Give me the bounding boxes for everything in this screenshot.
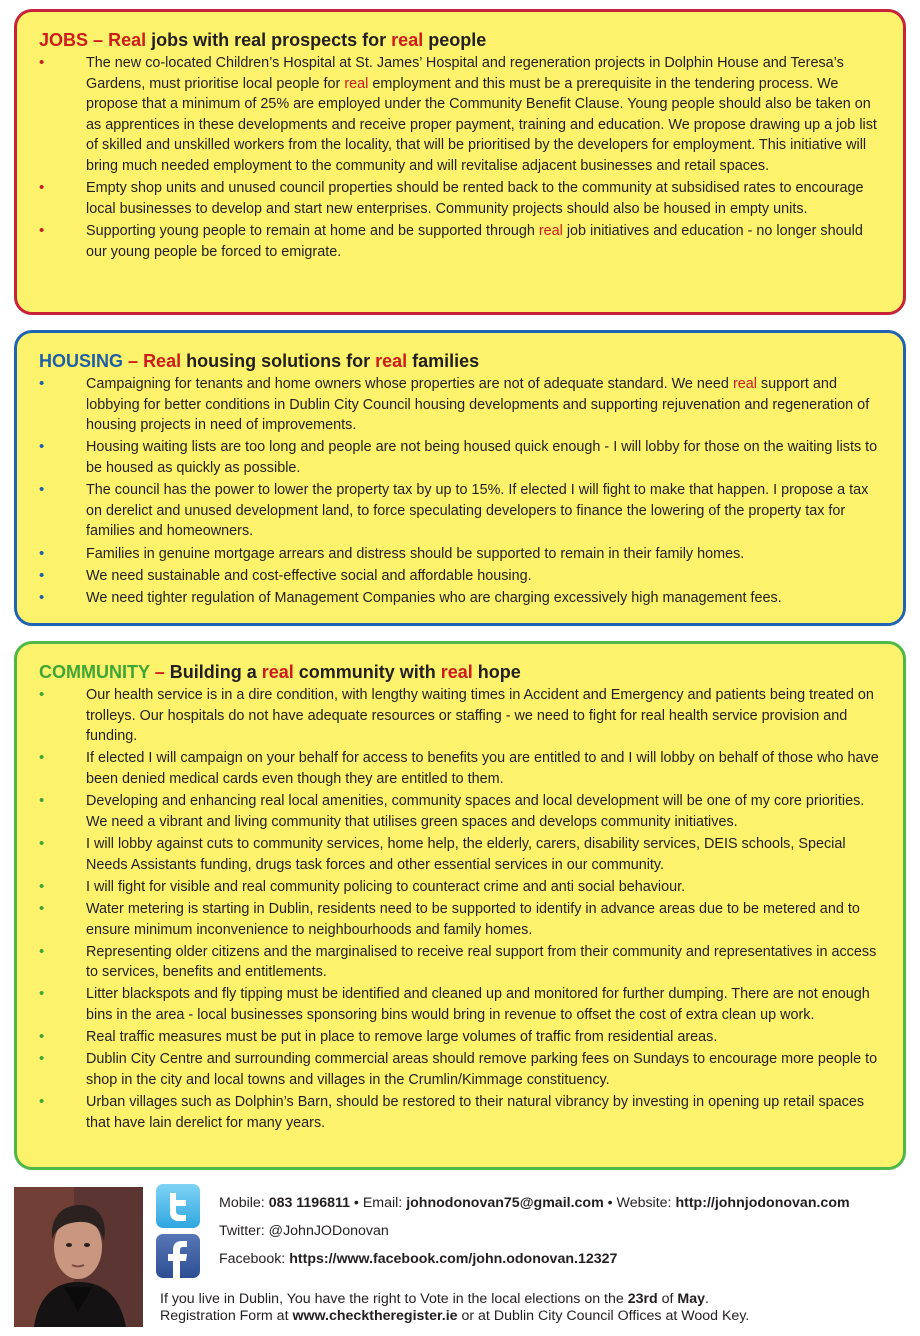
bullet-icon: •	[39, 877, 45, 895]
text-run: Supporting young people to remain at home and be supported through	[86, 222, 539, 239]
jobs-dash: –	[93, 30, 104, 50]
mobile-number[interactable]: 083 1196811	[268, 1195, 350, 1211]
community-list	[39, 685, 881, 1133]
list-item	[39, 566, 881, 587]
twitter-label: Twitter:	[219, 1223, 269, 1239]
text-run: Water metering is starting in Dublin, residents need to be supported to identify in advance areas due to be metered and to ensure minimum inconvenience to neighbourhoods and family homes.	[86, 900, 860, 938]
vote-text: of	[657, 1291, 678, 1307]
text-run: Real traffic measures must be put in place to remove large volumes of traffic from residential areas.	[86, 1029, 718, 1046]
vote-month: May	[677, 1291, 706, 1307]
bullet-icon: •	[39, 686, 45, 703]
bullet-icon: •	[39, 1093, 45, 1111]
text-run: Families in genuine mortgage arrears and distress should be supported to remain in their family homes.	[86, 545, 745, 562]
bullet-icon: •	[39, 1050, 45, 1068]
community-keyword: COMMUNITY	[39, 662, 150, 682]
list-item	[39, 480, 881, 542]
facebook-label: Facebook:	[219, 1251, 290, 1267]
highlight-real: Real	[143, 351, 182, 371]
bullet-icon: •	[39, 792, 45, 810]
list-item	[39, 748, 881, 789]
text-run: jobs with real prospects for	[146, 30, 392, 50]
bullet-icon: •	[39, 566, 45, 584]
highlight-real: real	[344, 75, 369, 92]
list-item	[39, 221, 881, 262]
twitter-handle[interactable]: @JohnJODonovan	[268, 1223, 389, 1239]
text-run: Litter blackspots and fly tipping must be identified and cleaned up and monitored for further dumping. There are not enough bins in the area - local businesses sponsoring bins would bring in revenue to offset the cost of extra clean up work.	[86, 986, 870, 1024]
text-run: Our health service is in a dire condition, with lengthy waiting times in Accident and Emergency and patients being treated on trolleys. Our hospitals do not have adequate resources or staffing - we need to fight for real health service provision and funding.	[86, 687, 874, 745]
list-item	[39, 1027, 881, 1048]
text-run: Empty shop units and unused council properties should be rented back to the community at subsidised rates to encourage local businesses to develop and start new enterprises. Community projects should also be housed in empty units.	[86, 180, 864, 217]
text-run: community with	[293, 662, 441, 682]
list-item	[39, 877, 881, 898]
list-item	[39, 53, 881, 177]
bullet-icon: •	[39, 544, 45, 562]
bullet-icon: •	[39, 438, 45, 456]
text-run: Urban villages such as Dolphin’s Barn, should be restored to their natural vibrancy by investing in opening up retail spaces that have lain derelict for many years.	[86, 1094, 865, 1131]
housing-list	[39, 374, 881, 609]
list-item	[39, 544, 881, 565]
list-item	[39, 899, 881, 940]
bullet-icon: •	[39, 1028, 45, 1046]
bullet-icon: •	[39, 221, 45, 239]
contact-footer	[14, 1187, 906, 1332]
jobs-panel	[14, 9, 906, 315]
website-link[interactable]: http://johnjodonovan.com	[675, 1195, 850, 1211]
contact-line	[219, 1194, 850, 1212]
housing-keyword: HOUSING	[39, 351, 124, 371]
list-item	[39, 1049, 881, 1090]
text-run: I will lobby against cuts to community services, home help, the elderly, carers, disability services, DEIS schools, Special Needs Assistants funding, drugs task forces and other essential services in our community.	[86, 835, 846, 873]
highlight-real: real	[375, 351, 408, 371]
twitter-icon[interactable]	[156, 1184, 200, 1228]
text-run: Developing and enhancing real local amenities, community spaces and local development will be one of my core priorities. We need a vibrant and living community that utilises green spaces and develops community initiatives.	[86, 793, 865, 830]
text-run: The council has the power to lower the property tax by up to 15%. If elected I will fight to make that happen. I propose a tax on derelict and unused development land, to force speculating developers to finance the lowering of the property tax for families and homeowners.	[86, 482, 869, 540]
text-run: hope	[472, 662, 521, 682]
housing-heading	[39, 350, 881, 372]
highlight-real: real	[391, 30, 424, 50]
bullet-icon: •	[39, 834, 45, 852]
register-link[interactable]: www.checktheregister.ie	[292, 1308, 458, 1324]
list-item	[39, 1092, 881, 1133]
text-run: families	[407, 351, 480, 371]
list-item	[39, 178, 881, 219]
community-title	[170, 662, 521, 682]
text-run: Dublin City Centre and surrounding commercial areas should remove parking fees on Sundays to encourage more people to shop in the city and local towns and villages in the Crumlin/Kimmage constituency.	[86, 1051, 878, 1089]
facebook-link[interactable]: https://www.facebook.com/john.odonovan.12327	[289, 1251, 618, 1267]
bullet-icon: •	[39, 588, 45, 606]
highlight-real: real	[538, 222, 563, 239]
vote-text: or at Dublin City Council Offices at Wood Key.	[457, 1308, 750, 1324]
jobs-title	[108, 30, 486, 50]
highlight-real: Real	[108, 30, 147, 50]
candidate-photo	[14, 1187, 143, 1327]
text-run: employment and this must be a prerequisite in the tendering process. We propose that a minimum of 25% are employed under the Community Benefit Clause. Young people should also be taken on as apprentices in these developments and receive proper payment, training and education. We propose drawing up a job list of skilled and unskilled workers from the locality, that will be prioritised by the developers for employment. This initiative will bring much needed employment to the community and will revitalise adjacent businesses and retail spaces.	[86, 75, 877, 174]
text-run: Representing older citizens and the marginalised to receive real support from their community and representatives in access to services, benefits and entitlements.	[86, 943, 877, 981]
vote-text: If you live in Dublin, You have the right to Vote in the local elections on the	[160, 1291, 628, 1307]
text-run: job initiatives and education - no longer should our young people be forced to emigrate.	[86, 222, 863, 260]
website-label: • Website:	[603, 1195, 676, 1211]
list-item	[39, 374, 881, 436]
housing-panel	[14, 330, 906, 626]
text-run: If elected I will campaign on your behalf for access to benefits you are entitled to and I will lobby on behalf of those who have been denied medical cards even though they are entitled to them.	[86, 750, 879, 787]
bullet-icon: •	[39, 942, 45, 960]
email-label: • Email:	[349, 1195, 407, 1211]
vote-line-2	[160, 1308, 749, 1325]
vote-notice	[160, 1291, 749, 1325]
vote-line-1	[160, 1291, 749, 1308]
bullet-icon: •	[39, 749, 45, 767]
list-item	[39, 685, 881, 747]
text-run: Building a	[169, 662, 262, 682]
text-run: I will fight for visible and real community policing to counteract crime and anti social behaviour.	[86, 878, 686, 895]
bullet-icon: •	[39, 179, 45, 197]
list-item	[39, 437, 881, 478]
bullet-icon: •	[39, 985, 45, 1003]
housing-dash: –	[128, 351, 139, 371]
list-item	[39, 588, 881, 609]
highlight-real: real	[261, 662, 294, 682]
highlight-real: real	[440, 662, 473, 682]
vote-day: 23rd	[627, 1291, 658, 1307]
bullet-icon: •	[39, 375, 45, 392]
list-item	[39, 791, 881, 832]
text-run: people	[423, 30, 487, 50]
text-run: Housing waiting lists are too long and people are not being housed quick enough - I will lobby for those on the waiting lists to be housed as quickly as possible.	[86, 439, 878, 476]
housing-title	[143, 351, 479, 371]
bullet-icon: •	[39, 54, 45, 71]
text-run: Campaigning for tenants and home owners whose properties are not of adequate standard. We need	[86, 376, 733, 392]
community-dash: –	[154, 662, 165, 682]
mobile-label: Mobile:	[219, 1195, 269, 1211]
jobs-list	[39, 53, 881, 262]
facebook-line	[219, 1250, 617, 1268]
twitter-line	[219, 1222, 389, 1240]
text-run: housing solutions for	[181, 351, 376, 371]
email-link[interactable]: johnodonovan75@gmail.com	[406, 1195, 604, 1211]
facebook-icon[interactable]	[156, 1234, 200, 1278]
text-run: support and lobbying for better conditions in Dublin City Council housing developments and supporting rejuvenation and regeneration of housing projects in need of improvements.	[86, 376, 870, 434]
vote-text: Registration Form at	[160, 1308, 293, 1324]
bullet-icon: •	[39, 481, 45, 499]
text-run: We need sustainable and cost-effective social and affordable housing.	[86, 567, 532, 584]
community-panel	[14, 641, 906, 1170]
vote-text: .	[705, 1291, 709, 1307]
community-heading	[39, 661, 881, 683]
list-item	[39, 942, 881, 983]
list-item	[39, 834, 881, 875]
highlight-real: real	[732, 376, 757, 392]
list-item	[39, 984, 881, 1025]
jobs-keyword: JOBS	[39, 30, 89, 50]
text-run: We need tighter regulation of Management Companies who are charging excessively high management fees.	[86, 589, 782, 606]
bullet-icon: •	[39, 899, 45, 917]
jobs-heading	[39, 29, 881, 51]
text-run: The new co-located Children’s Hospital at St. James’ Hospital and regeneration projects in Dolphin House and Teresa’s Gardens, must prioritise local people for	[86, 55, 844, 92]
